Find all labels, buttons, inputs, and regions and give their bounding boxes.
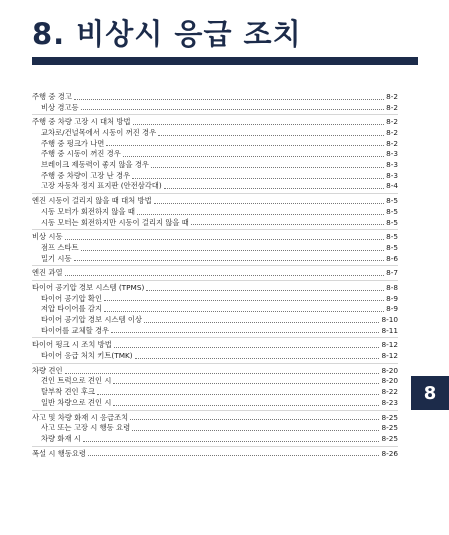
toc-subentry[interactable] — [32, 315, 398, 326]
dot-leader — [114, 347, 380, 348]
toc-entry-label: 폭설 시 행동요령 — [32, 448, 86, 458]
toc-entry-label: 밀기 시동 — [41, 253, 72, 263]
toc-subentry[interactable] — [32, 128, 398, 139]
toc-subentry[interactable] — [32, 326, 398, 337]
toc-entry-label: 사고 또는 고장 시 행동 요령 — [41, 423, 131, 433]
toc-section-entry[interactable] — [32, 413, 398, 424]
toc-page-number: 8-8 — [386, 282, 398, 292]
toc-entry-label: 비상 시동 — [32, 232, 63, 242]
toc-section-entry[interactable] — [32, 92, 398, 103]
toc-section-entry[interactable] — [32, 232, 398, 243]
toc-page-number: 8-9 — [386, 293, 398, 303]
dot-leader — [104, 311, 384, 312]
dot-leader — [158, 135, 384, 136]
toc-entry-label: 주행 중 펑크가 나면 — [41, 138, 105, 148]
title-underline-bar — [32, 57, 418, 65]
dot-leader — [146, 290, 384, 291]
toc-page-number: 8-5 — [386, 196, 398, 206]
toc-entry-label: 타이어 공기압 경보 시스템 이상 — [41, 315, 142, 325]
dot-leader — [65, 239, 385, 240]
toc-section-entry[interactable] — [32, 196, 398, 207]
toc-entry-label: 주행 중 시동이 꺼진 경우 — [41, 149, 121, 159]
toc-entry-label: 타이어 공기압 확인 — [41, 293, 103, 303]
toc-subentry[interactable] — [32, 171, 398, 182]
dot-leader — [123, 156, 384, 157]
toc-page-number: 8-5 — [386, 217, 398, 227]
toc-page-number: 8-2 — [386, 117, 398, 127]
table-of-contents — [32, 92, 398, 459]
toc-entry-label: 타이어 응급 처치 키트(TMK) — [41, 351, 133, 361]
toc-subentry[interactable] — [32, 387, 398, 398]
toc-section-entry[interactable] — [32, 283, 398, 294]
toc-section-entry[interactable] — [32, 268, 398, 279]
dot-leader — [113, 405, 379, 406]
toc-page-number: 8-3 — [386, 160, 398, 170]
toc-page-number: 8-20 — [381, 376, 398, 386]
toc-page-number: 8-3 — [386, 149, 398, 159]
toc-subentry[interactable] — [32, 103, 398, 114]
toc-page-number: 8-2 — [386, 128, 398, 138]
toc-entry-label: 주행 중 경고 — [32, 91, 72, 101]
dot-leader — [65, 373, 380, 374]
dot-leader — [151, 167, 384, 168]
toc-entry-label: 견인 트럭으로 견인 시 — [41, 376, 112, 386]
toc-entry-label: 점프 스타트 — [41, 242, 79, 252]
toc-subentry[interactable] — [32, 139, 398, 150]
dot-leader — [81, 109, 385, 110]
section-divider — [32, 265, 398, 266]
dot-leader — [88, 455, 379, 456]
dot-leader — [111, 332, 379, 333]
toc-subentry[interactable] — [32, 304, 398, 315]
toc-page-number: 8-10 — [381, 315, 398, 325]
toc-entry-label: 비상 경고등 — [41, 102, 79, 112]
section-divider — [32, 337, 398, 338]
toc-page-number: 8-23 — [381, 397, 398, 407]
toc-page-number: 8-26 — [381, 448, 398, 458]
toc-page-number: 8-25 — [381, 412, 398, 422]
toc-subentry[interactable] — [32, 254, 398, 265]
toc-entry-label: 시동 모터는 회전하지만 시동이 걸리지 않을 때 — [41, 217, 189, 227]
toc-entry-label: 주행 중 차량이 고장 난 경우 — [41, 170, 131, 180]
toc-page-number: 8-12 — [381, 340, 398, 350]
toc-entry-label: 차량 견인 — [32, 365, 63, 375]
dot-leader — [133, 124, 385, 125]
chapter-tab[interactable] — [411, 376, 449, 410]
toc-page-number: 8-5 — [386, 242, 398, 252]
dot-leader — [137, 214, 384, 215]
toc-page-number: 8-11 — [381, 325, 398, 335]
toc-page-number: 8-25 — [381, 423, 398, 433]
toc-subentry[interactable] — [32, 294, 398, 305]
toc-page-number: 8-12 — [381, 351, 398, 361]
section-divider — [32, 193, 398, 194]
toc-subentry[interactable] — [32, 243, 398, 254]
section-divider — [32, 363, 398, 364]
section-divider — [32, 114, 398, 115]
dot-leader — [106, 145, 384, 146]
toc-subentry[interactable] — [32, 377, 398, 388]
dot-leader — [130, 419, 379, 420]
dot-leader — [104, 300, 384, 301]
toc-entry-label: 브레이크 제동력이 좋지 않을 경우 — [41, 160, 149, 170]
toc-entry-label: 타이어 공기압 경보 시스템 (TPMS) — [32, 282, 145, 292]
toc-section-entry[interactable] — [32, 117, 398, 128]
dot-leader — [191, 224, 384, 225]
toc-entry-label: 일반 차량으로 견인 시 — [41, 397, 112, 407]
toc-entry-label: 엔진 과열 — [32, 268, 63, 278]
dot-leader — [164, 188, 384, 189]
dot-leader — [132, 430, 379, 431]
dot-leader — [65, 275, 385, 276]
toc-entry-label: 타이어를 교체할 경우 — [41, 325, 110, 335]
dot-leader — [132, 178, 384, 179]
toc-section-entry[interactable] — [32, 340, 398, 351]
section-divider — [32, 229, 398, 230]
dot-leader — [81, 250, 385, 251]
dot-leader — [74, 99, 384, 100]
dot-leader — [83, 441, 380, 442]
toc-page-number: 8-22 — [381, 387, 398, 397]
chapter-tab-label: 8 — [423, 382, 437, 404]
toc-page-number: 8-6 — [386, 253, 398, 263]
dot-leader — [113, 383, 379, 384]
section-divider — [32, 446, 398, 447]
toc-subentry[interactable] — [32, 434, 398, 445]
toc-page-number: 8-5 — [386, 232, 398, 242]
toc-page-number: 8-2 — [386, 102, 398, 112]
toc-section-entry[interactable] — [32, 449, 398, 460]
toc-entry-label: 탈부착 견인 후크 — [41, 387, 95, 397]
chapter-title: 8. 비상시 응급 조치 — [32, 17, 302, 51]
toc-subentry[interactable] — [32, 160, 398, 171]
toc-page-number: 8-9 — [386, 304, 398, 314]
toc-entry-label: 사고 및 차량 화재 시 응급조치 — [32, 412, 129, 422]
toc-subentry[interactable] — [32, 398, 398, 409]
toc-section-entry[interactable] — [32, 366, 398, 377]
toc-entry-label: 저압 타이어를 감지 — [41, 304, 103, 314]
toc-page-number: 8-25 — [381, 433, 398, 443]
section-divider — [32, 410, 398, 411]
toc-subentry[interactable] — [32, 182, 398, 193]
toc-entry-label: 엔진 시동이 걸리지 않을 때 대처 방법 — [32, 196, 152, 206]
section-divider — [32, 280, 398, 281]
toc-page-number: 8-4 — [386, 181, 398, 191]
toc-entry-label: 주행 중 차량 고장 시 대처 방법 — [32, 117, 131, 127]
toc-entry-label: 고장 자동차 정지 표지판 (안전삼각대) — [41, 181, 162, 191]
toc-page-number: 8-2 — [386, 138, 398, 148]
dot-leader — [135, 358, 380, 359]
toc-page-number: 8-3 — [386, 170, 398, 180]
toc-page-number: 8-5 — [386, 206, 398, 216]
toc-entry-label: 시동 모터가 회전하지 않을 때 — [41, 206, 135, 216]
toc-subentry[interactable] — [32, 218, 398, 229]
toc-page-number: 8-7 — [386, 268, 398, 278]
dot-leader — [154, 203, 384, 204]
toc-subentry[interactable] — [32, 423, 398, 434]
toc-subentry[interactable] — [32, 149, 398, 160]
dot-leader — [74, 260, 385, 261]
dot-leader — [144, 322, 380, 323]
toc-subentry[interactable] — [32, 351, 398, 362]
toc-subentry[interactable] — [32, 207, 398, 218]
toc-entry-label: 타이어 펑크 시 조치 방법 — [32, 340, 112, 350]
toc-entry-label: 차량 화재 시 — [41, 433, 81, 443]
toc-entry-label: 교차로/건널목에서 시동이 꺼진 경우 — [41, 128, 157, 138]
toc-page-number: 8-2 — [386, 91, 398, 101]
dot-leader — [97, 394, 379, 395]
toc-page-number: 8-20 — [381, 365, 398, 375]
